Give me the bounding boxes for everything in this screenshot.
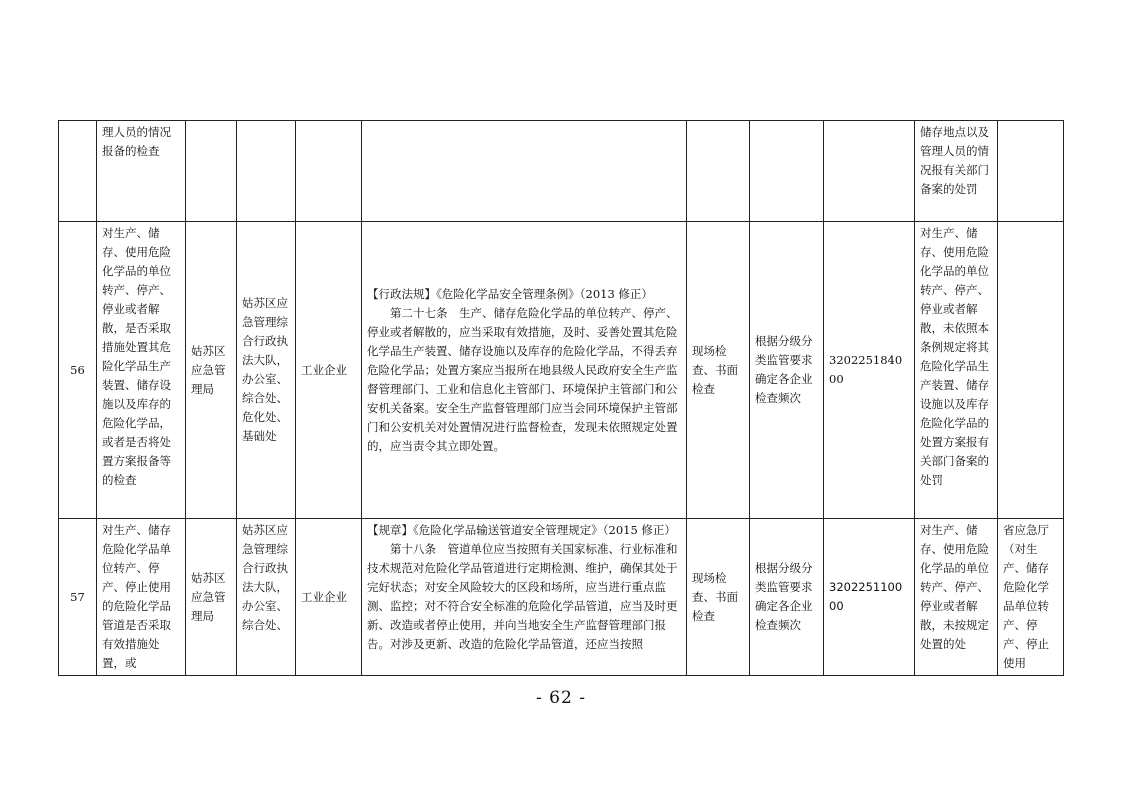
basis-title: 【行政法规】《危险化学品安全管理条例》（2013 修正） <box>367 286 653 301</box>
cell-frequency: 根据分级分类监管要求确定各企业检查频次 <box>750 519 824 676</box>
basis-body: 第二十七条 生产、储存危险化学品的单位转产、停产、停业或者解散的，应当采取有效措施，及时、妥善处置其危险化学品生产装置、储存设施以及库存的危险化学品，不得丢弃危险化学品；处置方案应当报所在地县级人民政府安全生产监督管理部门、工业和信息化主管部门、环境保护主管部门和公安机关备案。安全生产监督管理部门应当会同环境保护主管部门和公安机关对处置情况进行监督检查，发现未依照规定处置的，应当责令其立即处置。 <box>367 305 678 453</box>
cell-code <box>824 121 915 222</box>
cell-method: 现场检查、书面检查 <box>687 222 750 519</box>
table-row <box>59 121 1064 222</box>
cell-unit <box>237 121 296 222</box>
cell-basis <box>362 222 687 519</box>
cell-method <box>687 121 750 222</box>
cell-dept: 姑苏区应急管理局 <box>186 519 237 676</box>
cell-code: 320225184000 <box>824 222 915 519</box>
cell-code: 320225110000 <box>824 519 915 676</box>
cell-item: 对生产、储存、使用危险化学品的单位转产、停产、停业或者解散，是否采取措施处置其危险化学品生产装置、储存设施以及库存的危险化学品，或者是否将处置方案报备等的检查 <box>97 222 186 519</box>
cell-dept <box>186 121 237 222</box>
cell-note <box>998 121 1064 222</box>
page-number: - 62 - <box>536 688 586 708</box>
cell-liability: 对生产、储存、使用危险化学品的单位转产、停产、停业或者解散，未按规定处置的处 <box>915 519 998 676</box>
cell-object: 工业企业 <box>296 519 362 676</box>
basis-body: 第十八条 管道单位应当按照有关国家标准、行业标准和技术规范对危险化学品管道进行定期检测、维护，确保其处于完好状态；对安全风险较大的区段和场所，应当进行重点监测、监控；对不符合安全标准的危险化学品管道，应当及时更新、改造或者停止使用，并向当地安全生产监督管理部门报告。对涉及更新、改造的危险化学品管道，还应当按照 <box>367 542 678 651</box>
cell-unit: 姑苏区应急管理综合行政执法大队，办公室、综合处、危化处、基础处 <box>237 222 296 519</box>
cell-basis <box>362 121 687 222</box>
cell-no <box>59 121 97 222</box>
cell-item: 对生产、储存危险化学品单位转产、停产、停止使用的危险化学品管道是否采取有效措施处置，或 <box>97 519 186 676</box>
cell-object <box>296 121 362 222</box>
cell-note <box>998 222 1064 519</box>
table-row <box>59 222 1064 519</box>
cell-note: 省应急厅（对生产、储存危险化学品单位转产、停产、停止使用 <box>998 519 1064 676</box>
cell-frequency <box>750 121 824 222</box>
cell-unit: 姑苏区应急管理综合行政执法大队，办公室、综合处、 <box>237 519 296 676</box>
cell-dept: 姑苏区应急管理局 <box>186 222 237 519</box>
cell-method: 现场检查、书面检查 <box>687 519 750 676</box>
document-table <box>58 120 1064 676</box>
cell-basis <box>362 519 687 676</box>
basis-title: 【规章】《危险化学品输送管道安全管理规定》（2015 修正） <box>367 523 676 537</box>
cell-no: 57 <box>59 519 97 676</box>
cell-liability: 储存地点以及管理人员的情况报有关部门备案的处罚 <box>915 121 998 222</box>
cell-item: 理人员的情况报备的检查 <box>97 121 186 222</box>
cell-liability: 对生产、储存、使用危险化学品的单位转产、停产、停业或者解散，未依照本条例规定将其危险化学品生产装置、储存设施以及库存危险化学品的处置方案报有关部门备案的处罚 <box>915 222 998 519</box>
cell-no: 56 <box>59 222 97 519</box>
table-row <box>59 519 1064 676</box>
cell-object: 工业企业 <box>296 222 362 519</box>
cell-frequency: 根据分级分类监管要求确定各企业检查频次 <box>750 222 824 519</box>
